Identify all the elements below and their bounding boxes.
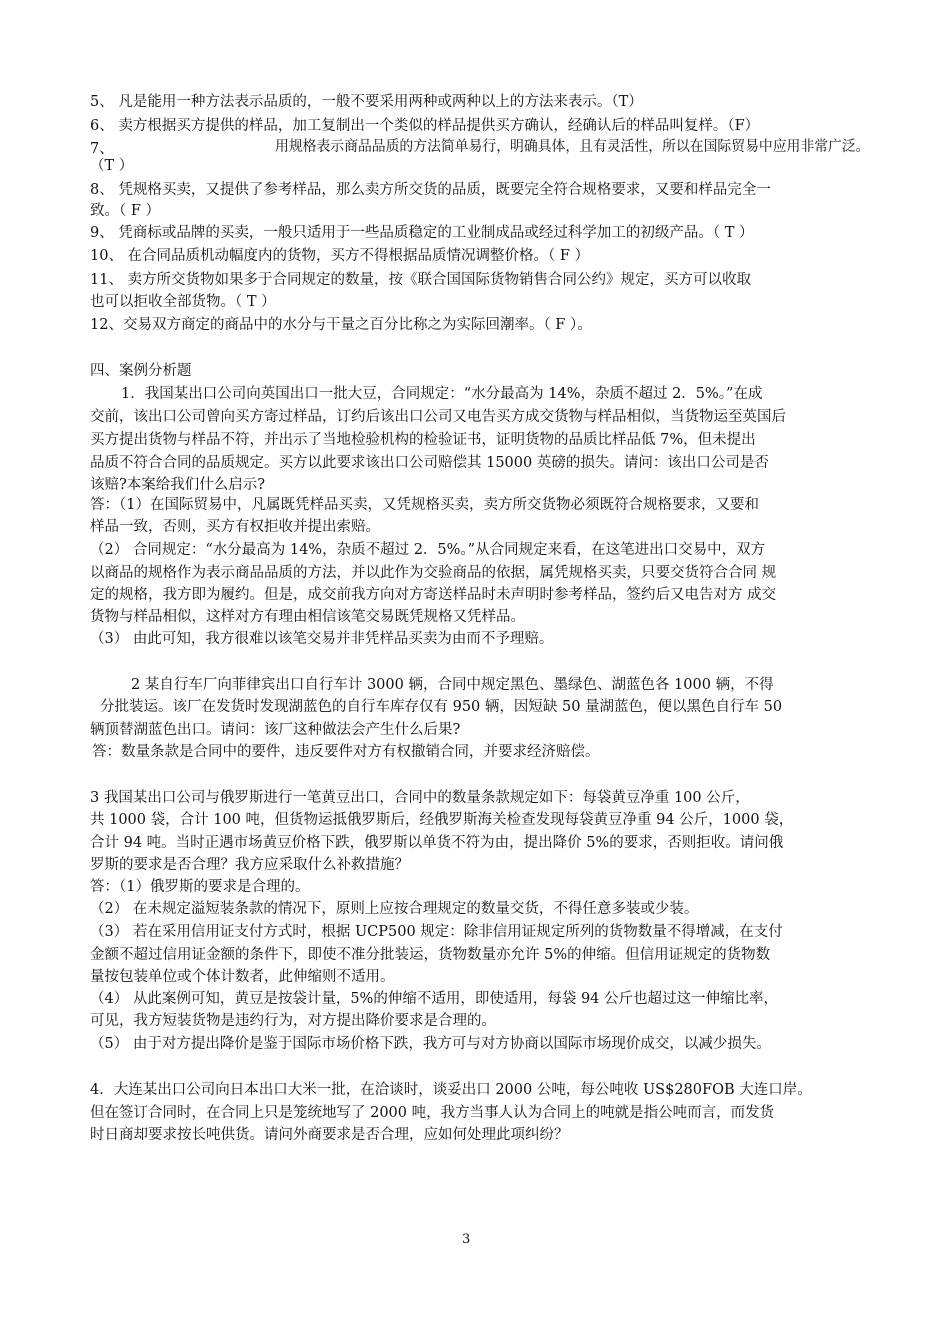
- text-line: 但在签订合同时，在合同上只是笼统地写了 2000 吨，我方当事人认为合同上的吨就是指公吨而言，而发货: [90, 1105, 775, 1121]
- text-line: 时日商却要求按长吨供货。请问外商要求是否合理，应如何处理此项纠纷？: [90, 1127, 569, 1143]
- text-line: 金额不超过信用证金额的条件下，即使不准分批装运，货物数量亦允许 5%的伸缩。但信用证规定的货物数: [90, 947, 771, 963]
- page-number: 3: [462, 1232, 471, 1247]
- text-line: 该赔?本案给我们什么启示?: [90, 477, 266, 493]
- text-line: 7、: [90, 141, 114, 157]
- text-line: 10、 在合同品质机动幅度内的货物，买方不得根据品质情况调整价格。（ F ）: [90, 248, 590, 264]
- text-line: 品质不符合合同的品质规定。买方以此要求该出口公司赔偿其 15000 英磅的损失。请问：该出口公司是否: [90, 455, 769, 471]
- text-line: 9、 凭商标或品牌的买卖，一般只适用于一些品质稳定的工业制成品或经过科学加工的初级产品。（ T ）: [90, 225, 754, 241]
- text-line: 也可以拒收全部货物。（ T ）: [90, 294, 276, 310]
- text-line: （3） 由此可知，我方很难以该笔交易并非凭样品买卖为由而不予理赔。: [90, 631, 554, 647]
- text-line: （5） 由于对方提出降价是鉴于国际市场价格下跌，我方可与对方协商以国际市场现价成交，以减少损失。: [90, 1036, 771, 1052]
- text-line: 8、 凭规格买卖，又提供了参考样品，那么卖方所交货的品质，既要完全符合规格要求，又要和样品完全一: [90, 182, 771, 198]
- text-line: 2 某自行车厂向菲律宾出口自行车计 3000 辆，合同中规定黑色、墨绿色、湖蓝色各 1000 辆，不得: [131, 677, 774, 693]
- text-line: 以商品的规格作为表示商品品质的方法，并以此作为交验商品的依据，属凭规格买卖，只要交货符合合同 规: [90, 565, 777, 581]
- text-line: 6、 卖方根据买方提供的样品，加工复制出一个类似的样品提供买方确认，经确认后的样品叫复样。（F）: [90, 118, 760, 134]
- text-line: 罗斯的要求是否合理？我方应采取什么补救措施？: [90, 857, 409, 873]
- text-line: 定的规格，我方即为履约。但是，成交前我方向对方寄送样品时未声明时参考样品，签约后又电告对方 成交: [90, 587, 777, 603]
- text-line: 样品一致，否则，买方有权拒收并提出索赔。: [90, 519, 380, 535]
- text-line: 共 1000 袋，合计 100 吨，但货物运抵俄罗斯后，经俄罗斯海关检查发现每袋黄豆净重 94 公斤，1000 袋，: [90, 812, 794, 828]
- text-line: 3 我国某出口公司与俄罗斯进行一笔黄豆出口，合同中的数量条款规定如下：每袋黄豆净重 100 公斤，: [90, 790, 750, 806]
- text-line: 货物与样品相似，这样对方有理由相信该笔交易既凭规格又凭样品。: [90, 609, 525, 625]
- text-line: 致。（ F ）: [90, 203, 161, 219]
- text-line: （4） 从此案例可知，黄豆是按袋计量，5%的伸缩不适用，即使适用，每袋 94 公斤也超过这一伸缩比率，: [90, 991, 779, 1007]
- text-line: 交前，该出口公司曾向买方寄过样品，订约后该出口公司又电告买方成交货物与样品相似，当货物运至英国后: [90, 409, 786, 425]
- text-line: 4．大连某出口公司向日本出口大米一批，在洽谈时，谈妥出口 2000 公吨，每公吨收 US$280FOB 大连口岸。: [90, 1082, 812, 1098]
- text-line: 用规格表示商品品质的方法简单易行，明确具体，且有灵活性，所以在国际贸易中应用非常广泛。: [275, 139, 870, 155]
- text-line: 5、 凡是能用一种方法表示品质的，一般不要采用两种或两种以上的方法来表示。（T）: [90, 94, 643, 110]
- text-line: 辆顶替湖蓝色出口。请问：该厂这种做法会产生什么后果?: [90, 722, 461, 738]
- text-line: 12、交易双方商定的商品中的水分与干量之百分比称之为实际回潮率。（ F ）。: [90, 317, 592, 333]
- text-line: 买方提出货物与样品不符，并出示了当地检验机构的检验证书，证明货物的品质比样品低 7%，但未提出: [90, 432, 756, 448]
- text-line: 合计 94 吨。当时正遇市场黄豆价格下跌，俄罗斯以单货不符为由，提出降价 5%的要求，否则拒收。请问俄: [90, 835, 784, 851]
- text-line: 答：（1）俄罗斯的要求是合理的。: [90, 879, 310, 895]
- text-line: 1．我国某出口公司向英国出口一批大豆，合同规定：“水分最高为 14%，杂质不超过 2．5%。”在成: [121, 386, 763, 402]
- text-line: （3） 若在采用信用证支付方式时，根据 UCP500 规定：除非信用证规定所列的货物数量不得增减，在支付: [90, 924, 783, 940]
- text-line: （T ）: [90, 158, 134, 174]
- text-line: （2） 合同规定：“水分最高为 14%，杂质不超过 2．5%。”从合同规定来看，在这笔进出口交易中，双方: [90, 542, 766, 558]
- text-line: 分批装运。该厂在发货时发现湖蓝色的自行车库存仅有 950 辆，因短缺 50 量湖蓝色，便以黑色自行车 50: [100, 699, 783, 715]
- text-line: 量按包装单位或个体计数者，此伸缩则不适用。: [90, 969, 395, 985]
- text-line: 答：（1）在国际贸易中，凡属既凭样品买卖，又凭规格买卖，卖方所交货物必须既符合规格要求，又要和: [90, 497, 759, 513]
- text-line: （2） 在未规定溢短装条款的情况下，原则上应按合理规定的数量交货，不得任意多装或少装。: [90, 901, 699, 917]
- section-heading: 四、案例分析题: [90, 363, 192, 379]
- text-line: 11、 卖方所交货物如果多于合同规定的数量，按《联合国国际货物销售合同公约》规定，买方可以收取: [90, 272, 752, 288]
- text-line: 可见，我方短装货物是违约行为，对方提出降价要求是合理的。: [90, 1013, 496, 1029]
- text-line: 答：数量条款是合同中的要件，违反要件对方有权撤销合同，并要求经济赔偿。: [92, 744, 600, 760]
